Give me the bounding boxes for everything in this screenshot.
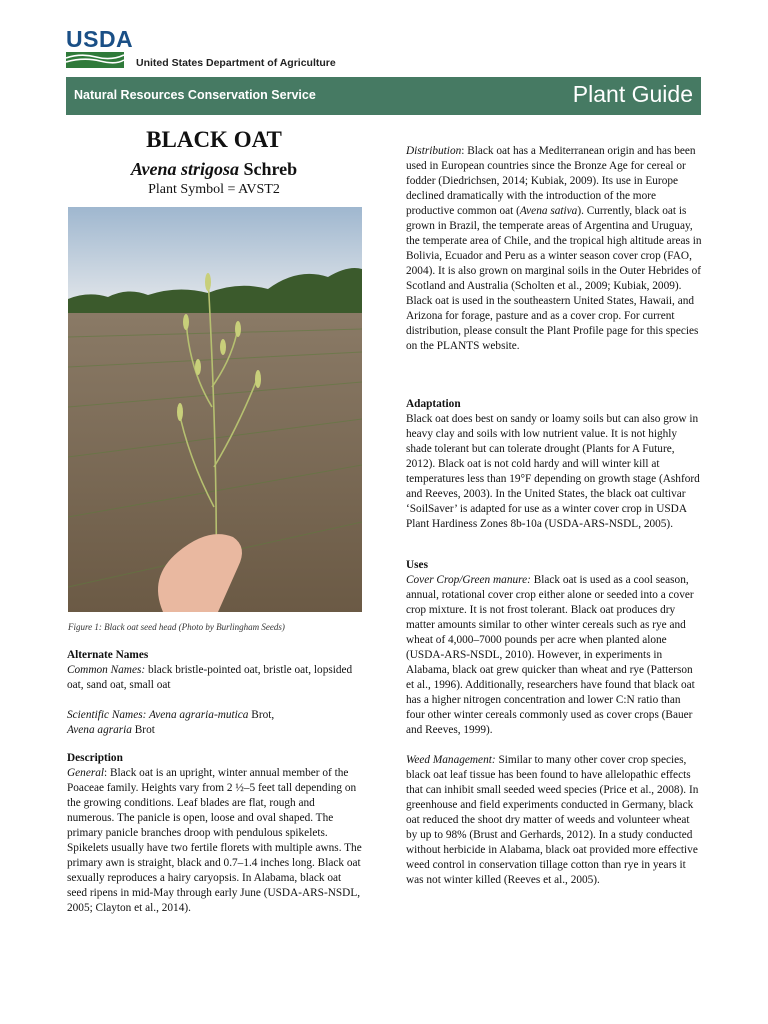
common-names-text: black bristle-pointed oat, bristle oat, lopsided oat, sand oat, small oat (67, 664, 353, 691)
agency-name: Natural Resources Conservation Service (74, 88, 316, 102)
common-names-paragraph (67, 663, 363, 693)
scientific-name (66, 159, 362, 180)
scientific-name-1-authority: Brot, (248, 709, 275, 721)
black-oat-photo (68, 207, 362, 612)
uses-heading: Uses (406, 559, 428, 571)
general-label: General (67, 767, 105, 779)
cover-crop-paragraph (406, 573, 702, 738)
adaptation-heading: Adaptation (406, 398, 461, 410)
usda-logo-text: USDA (66, 26, 134, 52)
distribution-section (406, 144, 702, 354)
uses-section (406, 558, 702, 888)
usda-logo (66, 26, 134, 68)
description-heading: Description (67, 752, 123, 764)
adaptation-section (406, 397, 702, 532)
weed-management-text: Similar to many other cover crop species, black oat leaf tissue has been found to have allelopathic effects that can inhibit small seeded weed species (Price et al., 2008). In greenhouse and field experiments conducted in Germany, black oat reduced the shoot dry matter of weeds and volunteer wheat by up to 98% (Brust and Gerhards, 2012). In a study conducted without herbicide in Alabama, black oat provided more effective weed control in conservation tillage cotton than rye in years it was not winter killed (Reeves et al., 2005). (406, 754, 699, 886)
figure-caption: Figure 1: Black oat seed head (Photo by Burlingham Seeds) (68, 622, 285, 632)
scientific-name-genus-species: Avena strigosa (130, 159, 239, 179)
alternate-names-section (67, 648, 363, 738)
header-banner (66, 77, 701, 115)
plant-symbol: Plant Symbol = AVST2 (148, 182, 280, 197)
usda-logo-hills-icon (66, 52, 124, 68)
page-title: BLACK OAT (146, 127, 282, 152)
weed-management-paragraph (406, 753, 702, 888)
description-section (67, 751, 363, 916)
adaptation-text: Black oat does best on sandy or loamy soils but can also grow in heavy clay and soils with low nutrient value. It is not highly shade tolerant but can tolerate drought (Plants for A Future, 2012). Black oat is not cold hardy and will winter kill at temperatures less than 19°F depending on growth stage (Ashford and Reeves, 2003). In the United States, the black oat cultivar ‘SoilSaver’ is adapted for use as a winter cover crop in USDA Plant Hardiness Zones 8b-10a (USDA-ARS-NSDL, 2005). (406, 413, 700, 530)
distribution-italic-species: Avena sativa (519, 205, 578, 217)
scientific-names-label: Scientific Names: (67, 709, 147, 721)
distribution-text-1: : Black oat has a Mediterranean origin and has been used in European countries since the Bronze Age for cereal or fodder (Diedrichsen, 2014; Kubiak, 2009). Its use in Europe declined dramatically with the introduction of the more productive common oat ( (406, 145, 696, 217)
description-general-paragraph (67, 766, 363, 916)
alternate-names-heading: Alternate Names (67, 649, 149, 661)
distribution-paragraph (406, 144, 702, 354)
general-text: : Black oat is an upright, winter annual member of the Poaceae family. Heights vary from 2 ½–5 feet tall depending on the growing conditions. Leaf blades are flat, rough and numerous. The panicle is open, loose and oval shaped. The primary panicle branches droop with pendulous spikelets. Spikelets usually have two fertile florets with multiple awns. The primary awn is straight, black and 0.7–1.4 inches long. Black oat sexually reproduces a hairy caryopsis. In Alabama, black oat seed ripens in mid-May through early June (USDA-ARS-NSDL, 2005; Clayton et al., 2014). (67, 767, 362, 914)
common-names-label: Common Names: (67, 664, 146, 676)
scientific-name-2: Avena agraria (67, 724, 132, 736)
scientific-name-authority: Schreb (239, 159, 298, 179)
cover-crop-label: Cover Crop/Green manure: (406, 574, 531, 586)
distribution-label: Distribution (406, 145, 462, 157)
field-illustration (68, 207, 362, 612)
document-type: Plant Guide (572, 81, 693, 107)
cover-crop-text: Black oat is used as a cool season, annual, rotational cover crop either alone or seeded into a cover crop mixture. It is not frost tolerant. Black oat produces dry matter amounts similar to other winter cereals such as rye and wheat of 4,000–7000 pounds per acre when planted alone (USDA-ARS-NSDL, 2010). However, in experiments in Alabama, black oat grew quicker than wheat and rye (Patterson et al., 1996). Additionally, researchers have found that black oat has a higher nitrogen concentration and lower C:N ratio than four other winter cereals commonly used as cover crops (Bauer and Reeves, 1999). (406, 574, 695, 736)
scientific-names-paragraph (67, 708, 363, 738)
department-name: United States Department of Agriculture (136, 57, 336, 69)
scientific-name-1: Avena agraria-mutica (146, 709, 249, 721)
distribution-text-2: ). Currently, black oat is grown in Brazil, the temperate areas of Argentina and Uruguay, the temperate area of Chile, and the tropical high altitude areas in Bolivia, Ecuador and Peru as a winter season cover crop (FAO, 2004). It is also grown on marginal soils in the Outer Hebrides of Scotland and Australia (Scholten et al., 2009; Kubiak, 2009). Black oat is used in the southeastern United States, Hawaii, and Arizona for forage, pasture and as a cover crop. For current distribution, please consult the Plant Profile page for this species on the PLANTS website. (406, 205, 702, 352)
weed-management-label: Weed Management: (406, 754, 496, 766)
scientific-name-2-authority: Brot (131, 724, 155, 736)
